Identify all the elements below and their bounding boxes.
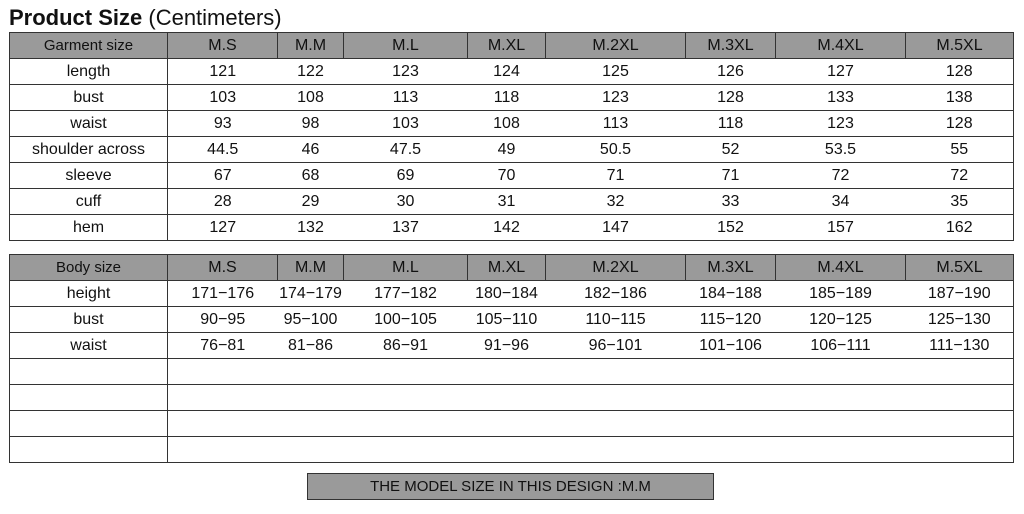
garment-cell: 142 [468, 215, 546, 241]
body-header-row [10, 255, 1014, 281]
body-cell: 171−176 [168, 281, 278, 307]
body-cell: 90−95 [168, 307, 278, 333]
garment-size-header: M.4XL [776, 33, 906, 59]
garment-cell: 123 [344, 59, 468, 85]
body-size-header: M.XL [468, 255, 546, 281]
body-size-header: M.5XL [906, 255, 1014, 281]
body-blank-cell [168, 437, 1014, 463]
garment-cell: 69 [344, 163, 468, 189]
garment-size-header: M.XL [468, 33, 546, 59]
garment-size-header: M.S [168, 33, 278, 59]
garment-cell: 71 [546, 163, 686, 189]
garment-cell: 71 [686, 163, 776, 189]
body-blank-label-cell [10, 411, 168, 437]
garment-cell: 122 [278, 59, 344, 85]
body-cell: 174−179 [278, 281, 344, 307]
garment-cell: 72 [776, 163, 906, 189]
garment-cell: 152 [686, 215, 776, 241]
garment-cell: 138 [906, 85, 1014, 111]
garment-cell: 52 [686, 137, 776, 163]
body-blank-row [10, 437, 1014, 463]
body-size-header: M.S [168, 255, 278, 281]
garment-row [10, 111, 1014, 137]
garment-size-header: M.L [344, 33, 468, 59]
garment-cell: 128 [906, 59, 1014, 85]
garment-cell: 67 [168, 163, 278, 189]
garment-cell: 123 [546, 85, 686, 111]
garment-cell: 103 [344, 111, 468, 137]
page-title [9, 5, 282, 31]
garment-cell: 124 [468, 59, 546, 85]
body-cell: 182−186 [546, 281, 686, 307]
garment-cell: 147 [546, 215, 686, 241]
garment-cell: 35 [906, 189, 1014, 215]
garment-cell: 113 [344, 85, 468, 111]
title-unit: (Centimeters) [148, 5, 282, 30]
title-main: Product Size [9, 5, 143, 30]
garment-cell: 70 [468, 163, 546, 189]
garment-cell: 128 [686, 85, 776, 111]
garment-size-header: M.M [278, 33, 344, 59]
body-row-label: waist [10, 333, 168, 359]
body-row-label: bust [10, 307, 168, 333]
garment-cell: 30 [344, 189, 468, 215]
garment-cell: 127 [168, 215, 278, 241]
body-cell: 91−96 [468, 333, 546, 359]
garment-cell: 118 [686, 111, 776, 137]
body-cell: 115−120 [686, 307, 776, 333]
body-blank-row [10, 411, 1014, 437]
garment-cell: 125 [546, 59, 686, 85]
garment-cell: 46 [278, 137, 344, 163]
body-cell: 96−101 [546, 333, 686, 359]
garment-cell: 157 [776, 215, 906, 241]
garment-cell: 132 [278, 215, 344, 241]
model-size-note: THE MODEL SIZE IN THIS DESIGN :M.M [307, 473, 714, 500]
garment-cell: 162 [906, 215, 1014, 241]
body-cell: 184−188 [686, 281, 776, 307]
body-blank-cell [168, 411, 1014, 437]
garment-cell: 50.5 [546, 137, 686, 163]
garment-cell: 103 [168, 85, 278, 111]
garment-cell: 32 [546, 189, 686, 215]
body-blank-label-cell [10, 437, 168, 463]
garment-cell: 123 [776, 111, 906, 137]
garment-header-label: Garment size [10, 33, 168, 59]
body-blank-label-cell [10, 359, 168, 385]
garment-size-header: M.5XL [906, 33, 1014, 59]
garment-row-label: cuff [10, 189, 168, 215]
body-blank-cell [168, 359, 1014, 385]
garment-cell: 31 [468, 189, 546, 215]
garment-cell: 44.5 [168, 137, 278, 163]
garment-row [10, 59, 1014, 85]
body-size-header: M.4XL [776, 255, 906, 281]
garment-cell: 28 [168, 189, 278, 215]
garment-cell: 133 [776, 85, 906, 111]
body-blank-row [10, 359, 1014, 385]
body-size-header: M.M [278, 255, 344, 281]
garment-cell: 53.5 [776, 137, 906, 163]
garment-size-table [9, 32, 1014, 241]
garment-row-label: length [10, 59, 168, 85]
body-header-label: Body size [10, 255, 168, 281]
garment-row [10, 189, 1014, 215]
garment-row [10, 215, 1014, 241]
body-cell: 105−110 [468, 307, 546, 333]
body-cell: 187−190 [906, 281, 1014, 307]
body-cell: 120−125 [776, 307, 906, 333]
body-size-header: M.2XL [546, 255, 686, 281]
garment-row-label: waist [10, 111, 168, 137]
garment-row-label: shoulder across [10, 137, 168, 163]
garment-cell: 128 [906, 111, 1014, 137]
garment-size-header: M.2XL [546, 33, 686, 59]
garment-row-label: hem [10, 215, 168, 241]
garment-row-label: sleeve [10, 163, 168, 189]
body-cell: 76−81 [168, 333, 278, 359]
body-blank-cell [168, 385, 1014, 411]
body-cell: 101−106 [686, 333, 776, 359]
garment-cell: 127 [776, 59, 906, 85]
garment-cell: 68 [278, 163, 344, 189]
body-cell: 185−189 [776, 281, 906, 307]
garment-cell: 33 [686, 189, 776, 215]
garment-size-header: M.3XL [686, 33, 776, 59]
garment-cell: 49 [468, 137, 546, 163]
garment-cell: 126 [686, 59, 776, 85]
garment-cell: 98 [278, 111, 344, 137]
garment-row [10, 137, 1014, 163]
garment-cell: 55 [906, 137, 1014, 163]
garment-cell: 47.5 [344, 137, 468, 163]
body-cell: 110−115 [546, 307, 686, 333]
garment-cell: 108 [278, 85, 344, 111]
body-size-header: M.L [344, 255, 468, 281]
garment-cell: 121 [168, 59, 278, 85]
body-cell: 125−130 [906, 307, 1014, 333]
garment-cell: 113 [546, 111, 686, 137]
garment-cell: 34 [776, 189, 906, 215]
body-blank-row [10, 385, 1014, 411]
body-cell: 180−184 [468, 281, 546, 307]
body-size-table [9, 254, 1014, 463]
garment-header-row [10, 33, 1014, 59]
body-cell: 100−105 [344, 307, 468, 333]
body-cell: 81−86 [278, 333, 344, 359]
body-cell: 86−91 [344, 333, 468, 359]
garment-row-label: bust [10, 85, 168, 111]
body-size-header: M.3XL [686, 255, 776, 281]
garment-cell: 137 [344, 215, 468, 241]
garment-row [10, 163, 1014, 189]
body-blank-label-cell [10, 385, 168, 411]
body-row [10, 307, 1014, 333]
garment-cell: 118 [468, 85, 546, 111]
body-row-label: height [10, 281, 168, 307]
body-cell: 106−111 [776, 333, 906, 359]
body-cell: 95−100 [278, 307, 344, 333]
body-cell: 111−130 [906, 333, 1014, 359]
garment-cell: 29 [278, 189, 344, 215]
garment-row [10, 85, 1014, 111]
body-row [10, 333, 1014, 359]
garment-cell: 108 [468, 111, 546, 137]
body-cell: 177−182 [344, 281, 468, 307]
garment-cell: 72 [906, 163, 1014, 189]
body-row [10, 281, 1014, 307]
garment-cell: 93 [168, 111, 278, 137]
